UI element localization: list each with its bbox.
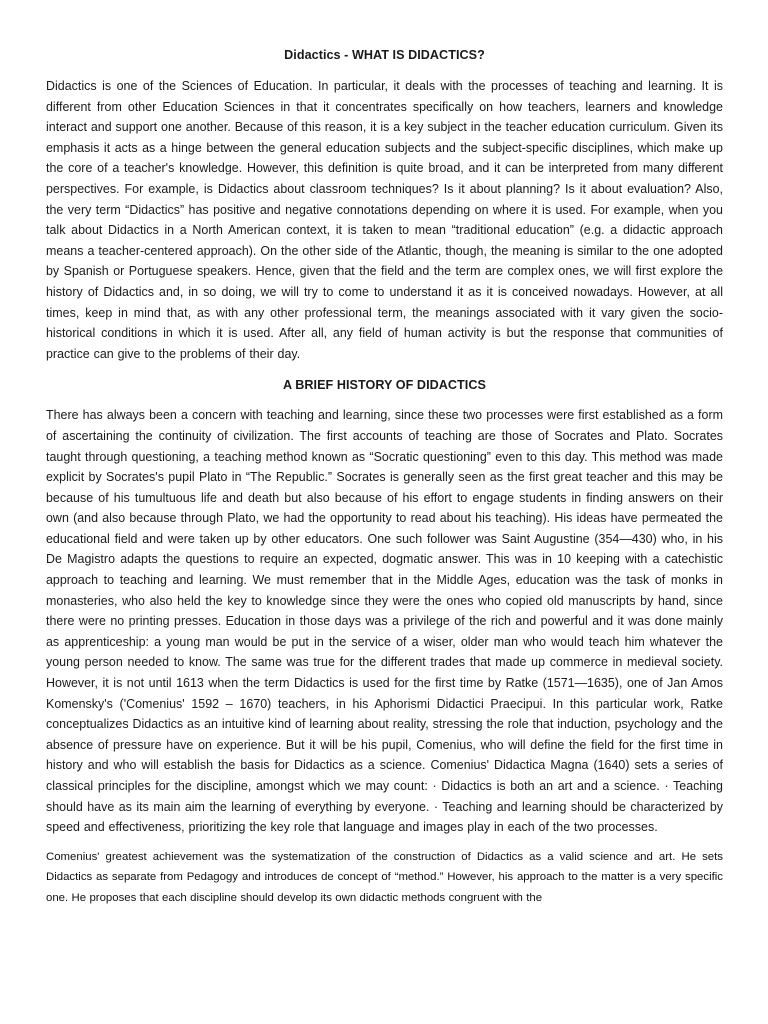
intro-paragraph: Didactics is one of the Sciences of Education. In particular, it deals with the processes of teaching and learning. It is different from other Education Sciences in that it concentrates specifically on how teachers, learners and knowledge interact and support one another. Because of this reason, it is a key subject in the teacher education curriculum. Given its emphasis it acts as a hinge between the general education subjects and the subject-specific disciplines, which make up the core of a teacher's knowledge. However, this definition is quite broad, and it can be interpreted from many different perspectives. For example, is Didactics about classroom techniques? Is it about planning? Is it about evaluation? Also, the very term “Didactics” has positive and negative connotations depending on where it is used. For example, when you talk about Didactics in a North American context, it is taken to mean “traditional education” (e.g. a didactic approach means a teacher-centered approach). On the other side of the Atlantic, though, the meaning is similar to the one adopted by Spanish or Portuguese speakers. Hence, given that the field and the term are complex ones, we will first explore the history of Didactics and, in so doing, we will try to come to understand it as it is conceived nowadays. However, at all times, keep in mind that, as with any other professional term, the meanings associated with it vary given the socio-historical conditions in which it is used. After all, any field of human activity is but the response that communities of practice can give to the problems of their day. [46,79,723,361]
document-title: Didactics - WHAT IS DIDACTICS? [284,48,485,62]
history-heading: A BRIEF HISTORY OF DIDACTICS [283,378,486,393]
comenius-paragraph: Comenius' greatest achievement was the systematization of the construction of Didactics as a valid science and art. He sets Didactics as separate from Pedagogy and introduces de concept of “method.” However, his approach to the matter is a very specific one. He proposes that each discipline should develop its own didactic methods congruent with the [46,850,723,904]
history-paragraph: There has always been a concern with teaching and learning, since these two processes were first established as a form of ascertaining the continuity of civilization. The first accounts of teaching are those of Socrates and Plato. Socrates taught through questioning, a teaching method known as “Socratic questioning” even to this day. This method was made explicit by Socrates's pupil Plato in “The Republic.” Socrates is generally seen as the first great teacher and this may be because of his tumultuous life and death but also because of his effort to engage students in finding answers on their own (and also because through Plato, we had the opportunity to read about his teaching). His ideas have permeated the educational field and were taken up by other educators. One such follower was Saint Augustine (354—430) who, in his De Magistro adapts the questions to require an expected, dogmatic answer. This was in 10 keeping with a catechistic approach to teaching and learning. We must remember that in the Middle Ages, education was the task of monks in monasteries, who also held the key to knowledge since they were the ones who copied old manuscripts by hand, since there were no printing presses. Education in those days was a privilege of the rich and powerful and it was done mainly as apprenticeship: a young man would be put in the service of a wiser, older man who would teach him whatever the young person needed to know. The same was true for the different trades that made up commerce in medieval society. However, it is not until 1613 when the term Didactics is used for the first time by Ratke (1571—1635), one of Jan Amos Komensky's ('Comenius' 1592 – 1670) teachers, in his Aphorismi Didactici Praecipui. In this particular work, Ratke conceptualizes Didactics as an intuitive kind of learning about reality, stressing the role that induction, psychology and the absence of pressure have on experience. But it will be his pupil, Comenius, who will define the field for the first time in history and who will establish the basis for Didactics as a science. Comenius' Didactica Magna (1640) sets a series of classical principles for the discipline, amongst which we may count: · Didactics is both an art and a science. · Teaching should have as its main aim the learning of everything by everyone. · Teaching and learning should be characterized by speed and effectiveness, prioritizing the key role that language and images play in each of the two processes. [46,408,723,835]
document-page [46,46,723,908]
